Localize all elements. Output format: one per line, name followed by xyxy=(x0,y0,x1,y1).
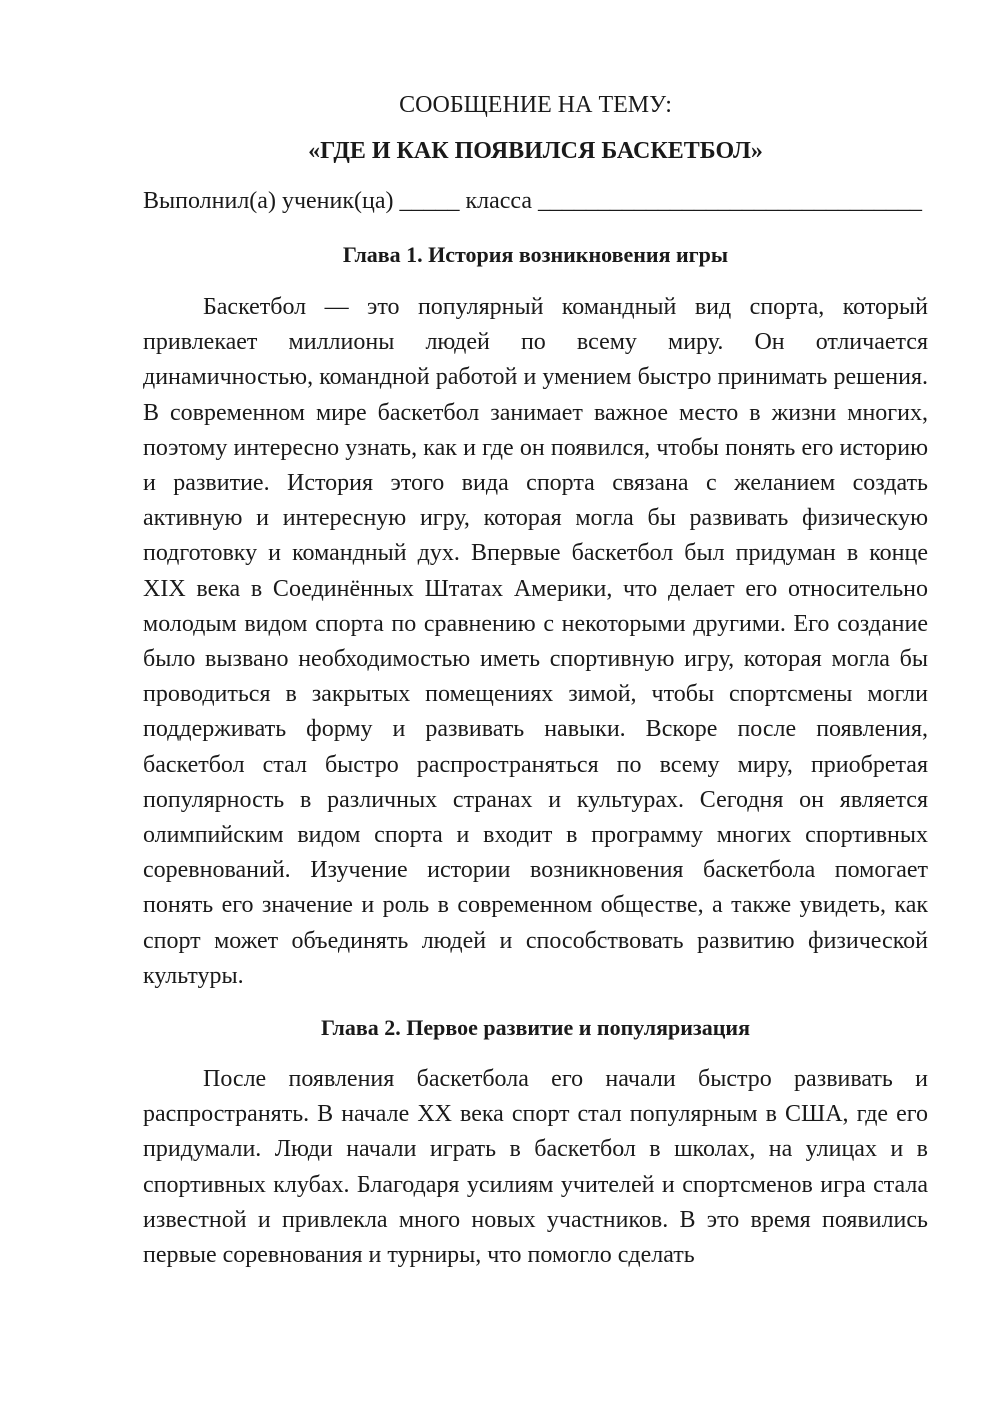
chapter-2-title: Глава 2. Первое развитие и популяризация xyxy=(321,1015,750,1041)
author-line: Выполнил(а) ученик(ца) _____ класса ________________________________ xyxy=(143,188,923,214)
document-heading-topic: СООБЩЕНИЕ НА ТЕМУ: xyxy=(399,92,672,118)
document-page xyxy=(143,90,928,1273)
document-title: «ГДЕ И КАК ПОЯВИЛСЯ БАСКЕТБОЛ» xyxy=(308,138,763,164)
chapter-1-title: Глава 1. История возникновения игры xyxy=(342,242,729,267)
chapter-1-paragraph: Баскетбол — это популярный командный вид спорта, который привлекает миллионы людей по всему миру. Он отличается динамичностью, командной работой и умением быстро принимать решения. В современном мире баскетбол занимает важное место в жизни многих, поэтому интересно узнать, как и где он появился, чтобы понять его историю и развитие. История этого вида спорта связана с желанием создать активную и интересную игру, которая могла бы развивать физическую подготовку и командный дух. Впервые баскетбол был придуман в конце XIX века в Соединённых Штатах Америки, что делает его относительно молодым видом спорта по сравнению с некоторыми другими. Его создание было вызвано необходимостью иметь спортивную игру, которая могла бы проводиться в закрытых помещениях зимой, чтобы спортсмены могли поддерживать форму и развивать навыки. Вскоре после появления, баскетбол стал быстро распространяться по всему миру, приобретая популярность в различных странах и культурах. Сегодня он является олимпийским видом спорта и входит в программу многих спортивных соревнований. Изучение истории возникновения баскетбола помогает понять его значение и роль в современном обществе, а также увидеть, как спорт может объединять людей и способствовать развитию физической культуры. xyxy=(143,294,928,989)
chapter-2-paragraph: После появления баскетбола его начали быстро развивать и распространять. В начале XX века спорт стал популярным в США, где его придумали. Люди начали играть в баскетбол в школах, на улицах и в спортивных клубах. Благодаря усилиям учителей и спортсменов игра стала известной и привлекла много новых участников. В это время появились первые соревнования и турниры, что помогло сделать xyxy=(143,1066,928,1269)
